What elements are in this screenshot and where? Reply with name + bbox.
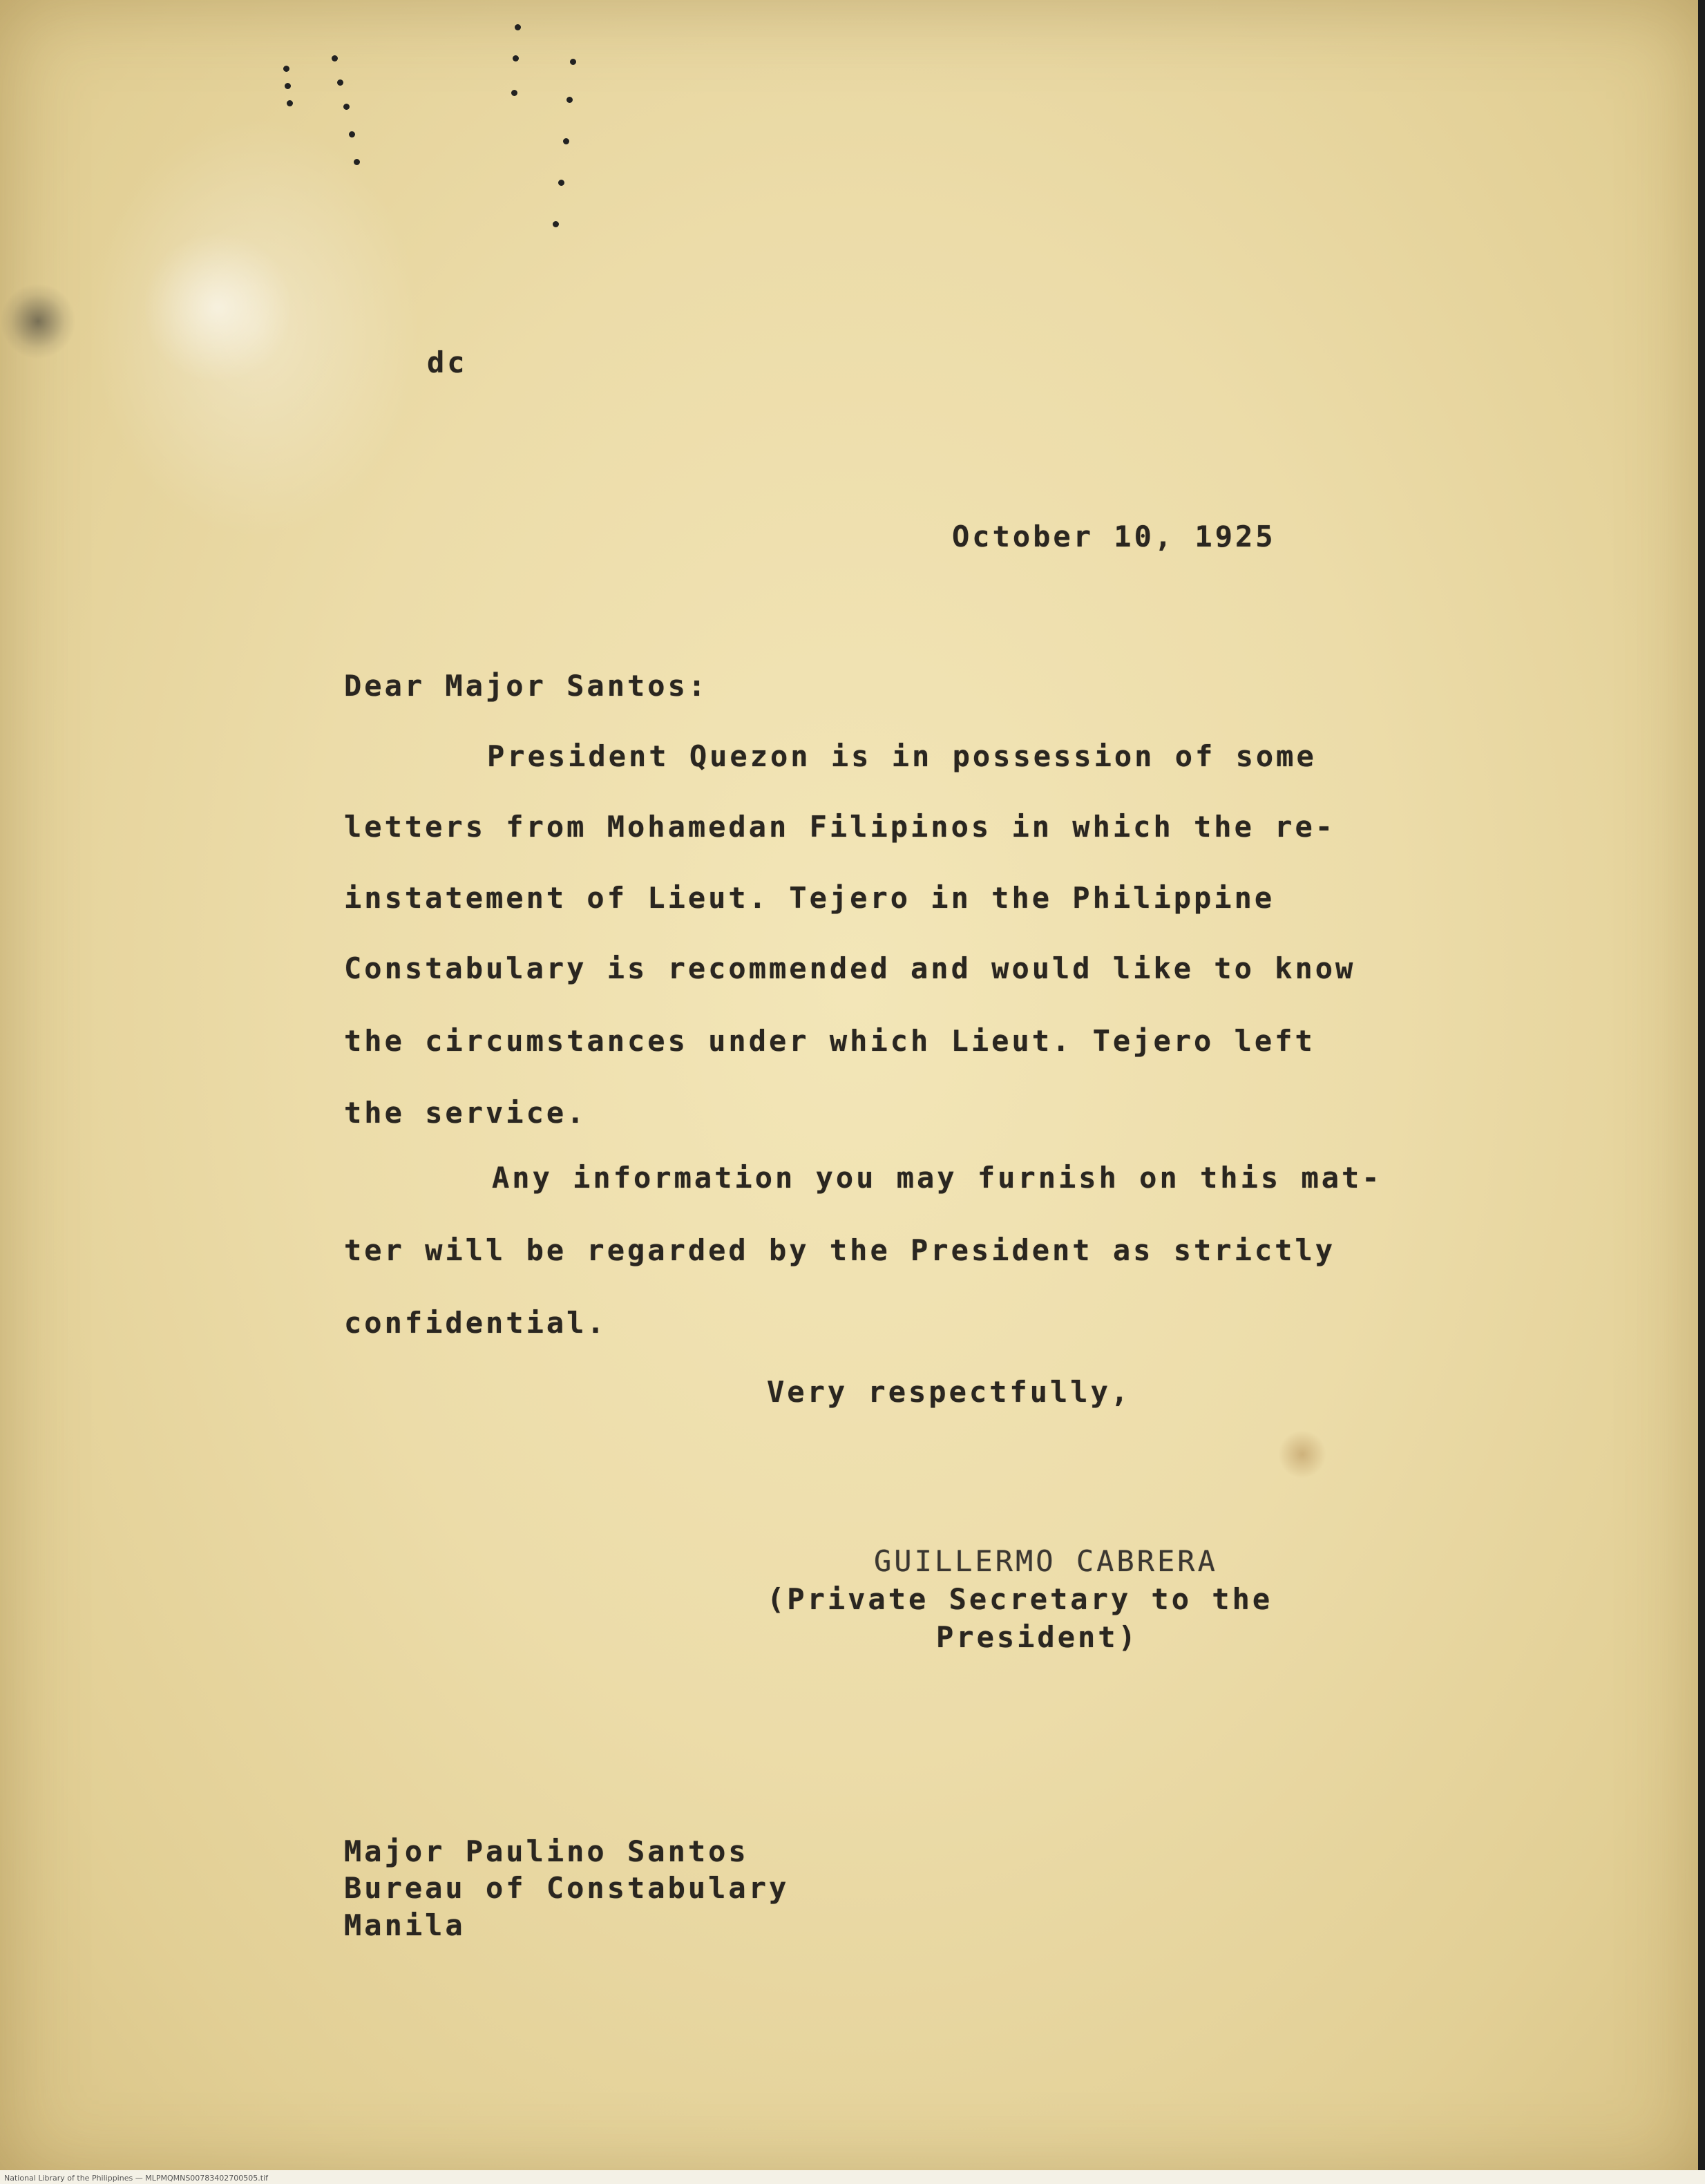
signatory-name: GUILLERMO CABRERA: [874, 1544, 1218, 1578]
footer-text: National Library of the Philippines — MLPMQMNS00783402700505.tif: [4, 2174, 269, 2183]
scan-edge: [1698, 0, 1705, 2184]
body-line: Any information you may furnish on this mat-: [492, 1161, 1382, 1195]
body-line: letters from Mohamedan Filipinos in which the re-: [344, 810, 1336, 844]
address-line: Bureau of Constabulary: [344, 1871, 790, 1905]
address-line: Manila: [344, 1908, 466, 1942]
letter-date: October 10, 1925: [952, 520, 1276, 553]
body-line: confidential.: [344, 1306, 607, 1340]
paper-stain: [1278, 1430, 1326, 1479]
signatory-title: President): [936, 1620, 1139, 1654]
paper-stain: [145, 228, 290, 387]
scan-footer: [0, 2170, 1705, 2184]
closing: Very respectfully,: [767, 1375, 1132, 1409]
body-line: instatement of Lieut. Tejero in the Philippine: [344, 881, 1275, 915]
body-line: Constabulary is recommended and would like to know: [344, 951, 1356, 985]
address-line: Major Paulino Santos: [344, 1834, 749, 1868]
salutation: Dear Major Santos:: [344, 669, 709, 703]
body-line: ter will be regarded by the President as strictly: [344, 1233, 1336, 1267]
body-line: the service.: [344, 1096, 587, 1130]
body-line: President Quezon is in possession of some: [487, 739, 1317, 773]
body-line: the circumstances under which Lieut. Tejero left: [344, 1024, 1315, 1058]
signatory-title: (Private Secretary to the: [767, 1582, 1273, 1616]
typist-initials: dc: [427, 345, 468, 379]
paper-stain: [0, 283, 76, 359]
